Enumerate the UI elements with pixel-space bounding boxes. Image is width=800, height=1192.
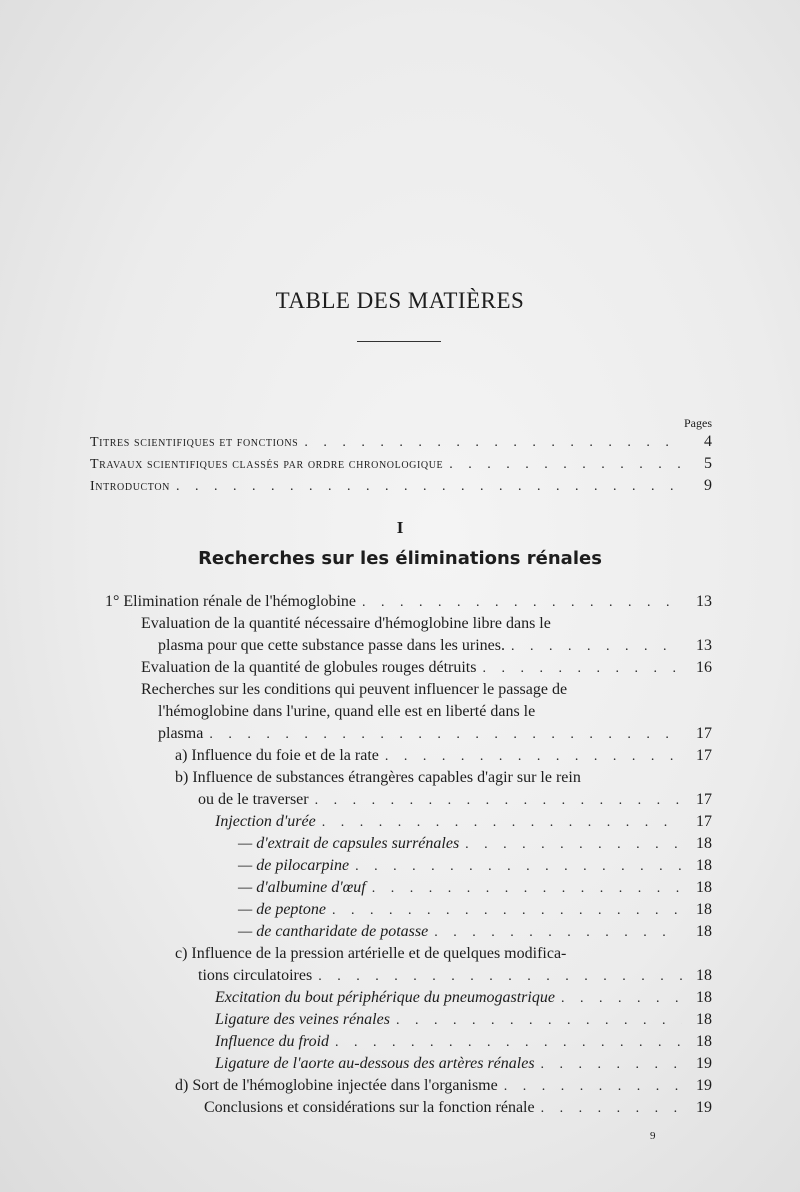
leader-dots (385, 747, 682, 767)
toc-entry-text: Excitation du bout périphérique du pneumogastrique (215, 989, 555, 1006)
toc-entry-text: ou de le traverser (198, 791, 309, 808)
toc-entry (198, 790, 712, 811)
toc-entry (90, 432, 712, 453)
toc-entry-page: 18 (696, 989, 712, 1006)
toc-entry (90, 476, 712, 497)
toc-entry-line: Recherches sur les conditions qui peuvent influencer le passage de (141, 681, 568, 698)
toc-entry (215, 812, 712, 833)
leader-dots (315, 791, 682, 811)
toc-entry (238, 922, 712, 943)
toc-entry (158, 724, 712, 745)
leader-dots (335, 1033, 682, 1053)
leader-dots (511, 637, 682, 657)
toc-entry-page: 18 (696, 835, 712, 852)
toc-entry-text: Ligature des veines rénales (215, 1011, 390, 1028)
page-title: TABLE DES MATIÈRES (275, 288, 525, 313)
leader-dots (504, 1077, 682, 1097)
leader-dots (434, 923, 682, 943)
toc-entry-page: 18 (696, 857, 712, 874)
toc-entry-page: 4 (704, 433, 712, 450)
leader-dots (332, 901, 682, 921)
toc-entry (215, 988, 712, 1009)
toc-entry-text: Injection d'urée (215, 813, 316, 830)
toc-entry-page: 19 (696, 1099, 712, 1116)
leader-dots (396, 1011, 682, 1031)
toc-entry-page: 18 (696, 1011, 712, 1028)
leader-dots (209, 725, 682, 745)
toc-entry-page: 17 (696, 813, 712, 830)
toc-entry-text: Introducton (90, 479, 170, 494)
toc-entry-text: — de peptone (238, 901, 326, 918)
toc-entry (215, 1032, 712, 1053)
toc-entry (141, 658, 712, 679)
toc-entry (215, 1054, 712, 1075)
toc-entry-text: Travaux scientifiques classés par ordre chronologique (90, 457, 444, 472)
toc-entry-text: Influence du froid (215, 1033, 330, 1050)
toc-entry-page: 18 (696, 923, 712, 940)
leader-dots (322, 813, 682, 833)
toc-entry-page: 18 (696, 901, 712, 918)
toc-entry-page: 17 (696, 725, 712, 742)
toc-entry (238, 900, 712, 921)
toc-entry-text: plasma pour que cette substance passe dans les urines. (158, 637, 506, 654)
toc-entry-page: 18 (696, 1033, 712, 1050)
toc-entry-page: 19 (696, 1055, 712, 1072)
toc-entry-page: 18 (696, 879, 712, 896)
toc-entry-page: 19 (696, 1077, 712, 1094)
toc-entry (204, 1098, 712, 1119)
toc-entry-page: 13 (696, 593, 712, 610)
toc-entry-page: 17 (696, 747, 712, 764)
pages-column-label: Pages (684, 416, 712, 430)
leader-dots (372, 879, 682, 899)
toc-entry-text: Titres scientifiques et fonctions (90, 435, 299, 450)
toc-entry-text: — de pilocarpine (238, 857, 350, 874)
toc-entry-text: a) Influence du foie et de la rate (175, 747, 379, 764)
toc-entry-page: 18 (696, 967, 712, 984)
toc-entry-text: Conclusions et considérations sur la fonction rénale (204, 1099, 535, 1116)
leader-dots (541, 1055, 682, 1075)
toc-entry (238, 856, 712, 877)
toc-entry-text: plasma (158, 725, 204, 742)
toc-entry (158, 636, 712, 657)
title-rule (357, 341, 441, 342)
toc-entry-text: — d'extrait de capsules surrénales (238, 835, 460, 852)
toc-entry (175, 1076, 712, 1097)
leader-dots (304, 433, 682, 453)
section-numeral: I (396, 518, 404, 537)
toc-entry-line: Evaluation de la quantité nécessaire d'hémoglobine libre dans le (141, 615, 551, 632)
toc-entry (105, 592, 712, 613)
toc-entry-text: Ligature de l'aorte au-dessous des artères rénales (215, 1055, 535, 1072)
toc-entry-text: 1° Elimination rénale de l'hémoglobine (105, 593, 356, 610)
toc-entry-line: b) Influence de substances étrangères capables d'agir sur le rein (175, 769, 581, 786)
leader-dots (465, 835, 682, 855)
toc-entry-text: — de cantharidate de potasse (238, 923, 429, 940)
toc-entry-page: 16 (696, 659, 712, 676)
toc-entry-text: — d'albumine d'œuf (238, 879, 366, 896)
toc-entry-page: 5 (704, 455, 712, 472)
toc-entry-text: tions circulatoires (198, 967, 313, 984)
toc-entry-page: 17 (696, 791, 712, 808)
leader-dots (482, 659, 682, 679)
toc-entry-line: c) Influence de la pression artérielle et de quelques modifica- (175, 945, 567, 962)
toc-entry (238, 878, 712, 899)
page-number: 9 (650, 1130, 656, 1142)
toc-entry-text: d) Sort de l'hémoglobine injectée dans l'organisme (175, 1077, 498, 1094)
toc-entry-text: Evaluation de la quantité de globules rouges détruits (141, 659, 477, 676)
leader-dots (355, 857, 682, 877)
toc-entry (215, 1010, 712, 1031)
leader-dots (318, 967, 682, 987)
toc-entry (198, 966, 712, 987)
leader-dots (541, 1099, 682, 1119)
toc-entry-page: 13 (696, 637, 712, 654)
leader-dots (176, 477, 682, 497)
leader-dots (561, 989, 682, 1009)
toc-entry (175, 746, 712, 767)
leader-dots (449, 455, 682, 475)
toc-entry (90, 454, 712, 475)
section-heading: Recherches sur les éliminations rénales (198, 548, 602, 569)
toc-entry-line: l'hémoglobine dans l'urine, quand elle est en liberté dans le (158, 703, 536, 720)
toc-entry-page: 9 (704, 477, 712, 494)
leader-dots (362, 593, 682, 613)
toc-entry (238, 834, 712, 855)
